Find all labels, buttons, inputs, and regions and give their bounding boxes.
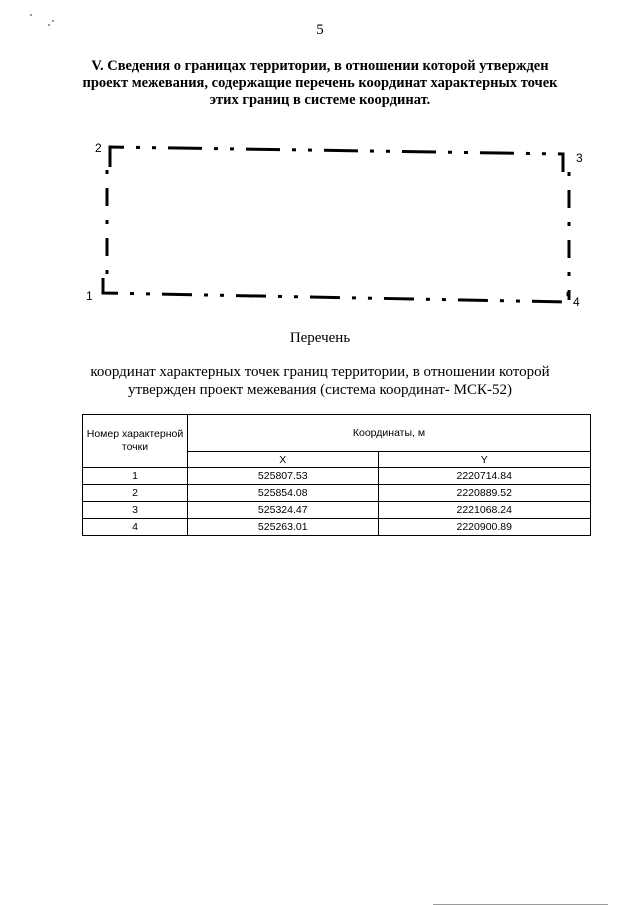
boundary-outline (103, 147, 569, 302)
list-subtitle (80, 363, 560, 399)
edge-top (110, 147, 563, 172)
table-row (83, 502, 591, 519)
point-label-1: 1 (86, 289, 93, 303)
list-subtitle-line-1: координат характерных точек границ территории, в отношении которой (90, 364, 550, 380)
table-row (83, 519, 591, 536)
y-cell: 2220714.84 (378, 468, 591, 485)
x-cell: 525263.01 (188, 519, 379, 536)
y-cell: 2221068.24 (378, 502, 591, 519)
x-cell: 525324.47 (188, 502, 379, 519)
edge-bottom (103, 278, 568, 302)
list-title: Перечень (289, 330, 351, 346)
point-number-cell: 3 (83, 502, 188, 519)
y-header: Y (378, 452, 591, 468)
y-cell: 2220900.89 (378, 519, 591, 536)
point-label-3: 3 (576, 151, 583, 165)
point-number-cell: 1 (83, 468, 188, 485)
point-number-cell: 4 (83, 519, 188, 536)
table-row (83, 485, 591, 502)
x-header: X (188, 452, 379, 468)
coordinates-header: Координаты, м (188, 415, 591, 452)
point-number-cell: 2 (83, 485, 188, 502)
page-number: 5 (316, 22, 324, 38)
point-label-2: 2 (95, 141, 102, 155)
point-label-4: 4 (573, 295, 580, 309)
boundary-diagram (0, 0, 640, 330)
heading-line-2: проект межевания, содержащие перечень координат характерных точек (82, 75, 558, 91)
point-number-header: Номер характерной точки (83, 415, 188, 468)
heading-line-1: V. Сведения о границах территории, в отношении которой утвержден (91, 58, 549, 74)
y-cell: 2220889.52 (378, 485, 591, 502)
coordinates-table (82, 414, 591, 536)
x-cell: 525807.53 (188, 468, 379, 485)
x-cell: 525854.08 (188, 485, 379, 502)
table-row (83, 468, 591, 485)
list-subtitle-line-2: утвержден проект межевания (система координат- МСК-52) (128, 382, 512, 398)
heading-line-3: этих границ в системе координат. (209, 92, 431, 108)
